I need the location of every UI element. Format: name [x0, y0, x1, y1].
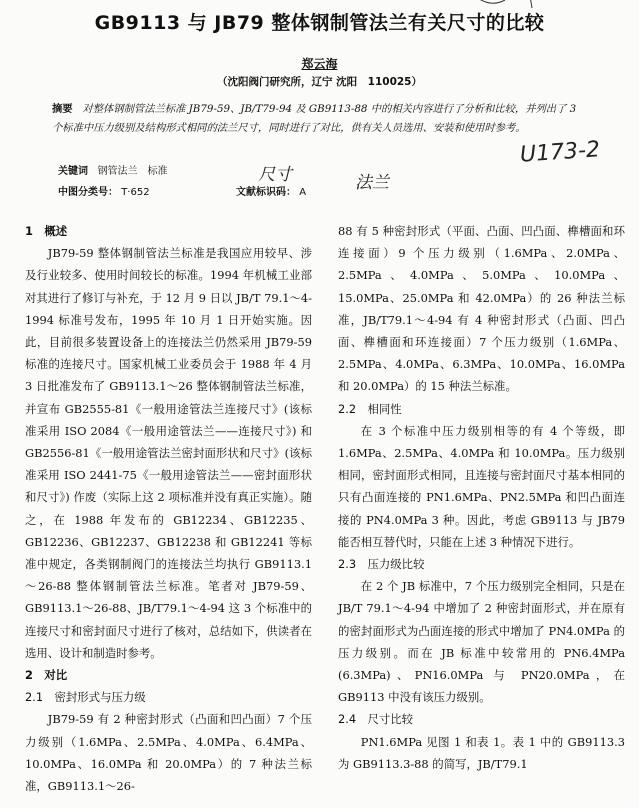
- abstract-label: 摘要: [52, 103, 73, 115]
- doc-code-line: [236, 183, 306, 198]
- abstract: [52, 100, 582, 138]
- paragraph: JB79-59 有 2 种密封形式（凸面和凹凸面）7 个压力级别（1.6MPa、2.5MPa、4.0MPa、6.4MPa、10.0MPa、16.0MPa 和 20.0MPa）的 7 种法兰标准，GB9113.1～26-: [25, 712, 312, 794]
- paragraph: PN1.6MPa 见图 1 和表 1。表 1 中的 GB9113.3 为 GB9113.3-88 的简写，JB/T79.1: [338, 734, 625, 771]
- doc-code-value: A: [299, 187, 307, 198]
- author-affiliation: （沈阳阀门研究所，辽宁 沈阳 110025）: [217, 76, 422, 88]
- doc-code-label: 文献标识码：: [236, 187, 296, 198]
- paragraph: 88 有 5 种密封形式（平面、凸面、凹凸面、榫槽面和环连接面）9 个压力级别（1.6MPa、2.0MPa、2.5MPa、4.0MPa、5.0MPa、10.0MPa、15.0MPa、25.0MPa 和 42.0MPa）的 26 种法兰标准，JB/T79.1～4-94 有 4 种密封形式（凸面、凹凸面、榫槽面和环连接面）7 个压力级别（1.6MPa、2.5MPa、4.0MPa、6.3MPa、10.0MPa、16.0MPa 和 20.0MPa）的 15 种法兰标准。: [338, 224, 625, 394]
- section-heading: 2 对比: [25, 668, 68, 683]
- classification-value: T·652: [121, 187, 150, 198]
- subsection-heading: 2.4 尺寸比较: [338, 712, 414, 727]
- paragraph: JB79-59 整体钢制管法兰标准是我国应用较早、涉及行业较多、使用时间较长的标准。1994 年机械工业部对其进行了修订与补充，于 12 月 9 日以 JB/T 79.1～4-1994 标准号发布，1995 年 10 月 1 日开始实施。因此，目前很多装置设备上的连接法兰仍然采用 JB79-59 标准的连接尺寸。国家机械工业委员会于 1988 年 4 月 3 日批准发布了 GB9113.1～26 整体钢制管法兰标准，并宣布 GB2555-81《一般用途管法兰连接尺寸》(该标准采用 ISO 2084《一般用途管法兰——连接尺寸》) 和 GB2556-81《一般用途管法兰密封面形状和尺寸》(该标准采用 ISO 2441-75《一般用途管法兰——密封面形状和尺寸》) 作废（实际上这 2 项标准并没有真正实施）。随之，在 1988 年发布的 GB12234、GB12235、GB12236、GB12237、GB12238 和 GB12241 等标准中规定，各类钢制阀门的连接法兰均执行 GB9113.1～26-88 整体钢制管法兰标准。笔者对 JB79-59、GB9113.1～26-88、JB/T79.1～4-94 这 3 个标准中的连接尺寸和密封面尺寸进行了核对，总结如下，供读者在选用、设计和制造时参考。: [25, 246, 312, 660]
- paragraph: 在 3 个标准中压力级别相等的有 4 个等级，即 1.6MPa、2.5MPa、4.0MPa 和 10.0MPa。压力级别相同，密封面形式相同，且连接与密封面尺寸基本相同的只有凸面连接的 PN1.6MPa、PN2.5MPa 和凹凸面连接的 PN4.0MPa 3 种。因此，考虑 GB9113 与 JB79 能否相互替代时，只能在上述 3 种情况下进行。: [338, 423, 625, 549]
- classification-label: 中图分类号：: [58, 187, 118, 198]
- handwritten-note-size: 尺寸: [258, 165, 292, 185]
- abstract-text: 对整体钢制管法兰标准 JB79-59、JB/T79-94 及 GB9113-88 中的相关内容进行了分析和比较，并列出了 3 个标准中压力级别及结构形式相同的法兰尺寸，同时进行了对比，供有关人员选用、安装和使用时参考。: [52, 103, 577, 134]
- handwritten-code: U173-2: [519, 137, 601, 168]
- subsection-heading: 2.1 密封形式与压力级: [25, 690, 146, 705]
- keywords-text: 钢管法兰 标准: [97, 166, 168, 177]
- body-column-left: [25, 220, 312, 797]
- subsection-heading: 2.3 压力级比较: [338, 557, 425, 572]
- keywords-line: [58, 162, 168, 177]
- section-heading: 1 概述: [25, 224, 68, 238]
- keywords-label: 关键词: [58, 166, 88, 177]
- handwritten-note-flange: 法兰: [355, 173, 389, 193]
- paragraph: 在 2 个 JB 标准中，7 个压力级别完全相同，只是在 JB/T 79.1～4-94 中增加了 2 种密封面形式，并在原有的密封面形式为凸面连接的形式中增加了 PN4.0MPa 的压力级别。而在 JB 标准中较常用的 PN6.4MPa (6.3MPa)、PN16.0MPa 与 PN20.0MPa，在 GB9113 中没有该压力级别。: [338, 579, 625, 705]
- subsection-heading: 2.2 相同性: [338, 401, 402, 416]
- paper-title: GB9113 与 JB79 整体钢制管法兰有关尺寸的比较: [94, 12, 545, 34]
- body-column-right: [338, 220, 625, 775]
- author-name: 郑云海: [301, 57, 338, 71]
- classification-line: [58, 183, 150, 198]
